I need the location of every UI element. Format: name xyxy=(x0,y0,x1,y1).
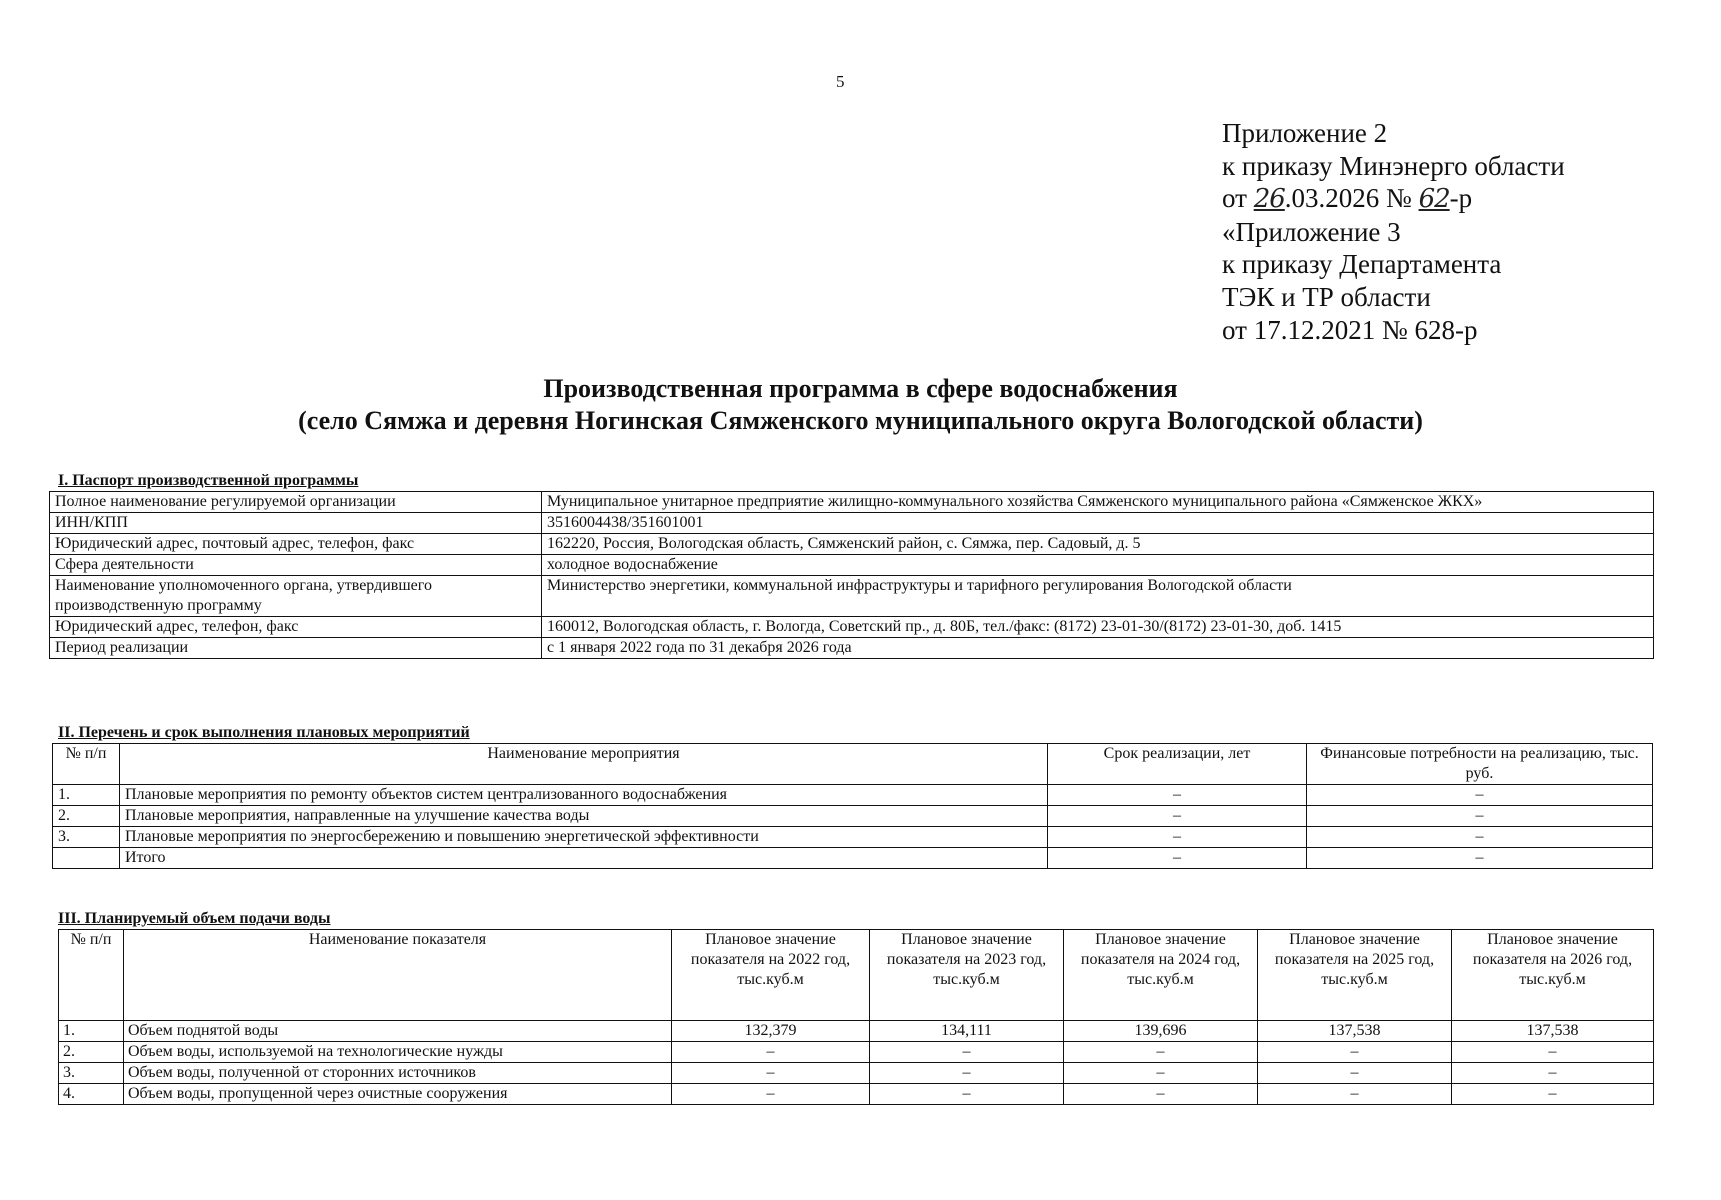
header-num: № п/п xyxy=(53,744,120,785)
appendix-date-prefix: от xyxy=(1222,183,1254,214)
row-name: Плановые мероприятия, направленные на улучшение качества воды xyxy=(120,806,1048,827)
appendix-line: ТЭК и ТР области xyxy=(1222,281,1431,312)
water-volume-table xyxy=(58,929,1654,1105)
appendix-line: Приложение 2 xyxy=(1222,118,1388,148)
header-2026: Плановое значение показателя на 2026 год, тыс.куб.м xyxy=(1452,930,1654,1021)
table-row xyxy=(50,617,1654,638)
table-row xyxy=(50,534,1654,555)
measures-table xyxy=(52,743,1653,869)
row-value-2024: – xyxy=(1064,1063,1258,1084)
passport-table xyxy=(49,491,1654,659)
passport-label: Сфера деятельности xyxy=(50,555,542,576)
row-finance: – xyxy=(1307,848,1653,869)
passport-value: Министерство энергетики, коммунальной инфраструктуры и тарифного регулирования Вологодской области xyxy=(542,576,1654,617)
header-name: Наименование мероприятия xyxy=(120,744,1048,785)
appendix-line: «Приложение 3 xyxy=(1222,216,1401,247)
page-number: 5 xyxy=(836,72,845,91)
row-term: – xyxy=(1048,785,1307,806)
row-num: 2. xyxy=(53,806,120,827)
passport-label: Юридический адрес, почтовый адрес, телефон, факс xyxy=(50,534,542,555)
row-num xyxy=(53,848,120,869)
row-value-2023: – xyxy=(870,1084,1064,1105)
appendix-block xyxy=(1222,117,1565,346)
row-value-2022: – xyxy=(672,1084,870,1105)
passport-value: Муниципальное унитарное предприятие жилищно-коммунального хозяйства Сямженского муниципального района «Сямженское ЖКХ» xyxy=(542,492,1654,513)
row-term: – xyxy=(1048,827,1307,848)
row-value-2024: – xyxy=(1064,1042,1258,1063)
title-line-2: (село Сямжа и деревня Ногинская Сямженского муниципального округа Вологодской области) xyxy=(298,406,1423,435)
row-value-2025: – xyxy=(1258,1084,1452,1105)
row-name: Объем воды, пропущенной через очистные сооружения xyxy=(124,1084,672,1105)
section-2-heading: II. Перечень и срок выполнения плановых мероприятий xyxy=(58,724,470,741)
appendix-line: к приказу Департамента xyxy=(1222,249,1502,280)
table-row-total xyxy=(53,848,1653,869)
row-value-2026: – xyxy=(1452,1042,1654,1063)
row-name: Итого xyxy=(120,848,1048,869)
table-row xyxy=(59,1042,1654,1063)
row-num: 3. xyxy=(53,827,120,848)
table-row xyxy=(53,785,1653,806)
row-value-2022: 132,379 xyxy=(672,1021,870,1042)
row-num: 3. xyxy=(59,1063,124,1084)
table-row xyxy=(50,492,1654,513)
appendix-date-middle: .03.2026 № xyxy=(1284,183,1419,214)
passport-value: 162220, Россия, Вологодская область, Сямженский район, с. Сямжа, пер. Садовый, д. 5 xyxy=(542,534,1654,555)
row-term: – xyxy=(1048,806,1307,827)
row-name: Плановые мероприятия по ремонту объектов систем централизованного водоснабжения xyxy=(120,785,1048,806)
row-value-2022: – xyxy=(672,1042,870,1063)
table-row xyxy=(50,576,1654,617)
row-name: Плановые мероприятия по энергосбережению и повышению энергетической эффективности xyxy=(120,827,1048,848)
appendix-line: от 17.12.2021 № 628-р xyxy=(1222,314,1478,345)
appendix-date-suffix: -р xyxy=(1449,183,1473,214)
table-row xyxy=(59,1063,1654,1084)
header-2024: Плановое значение показателя на 2024 год, тыс.куб.м xyxy=(1064,930,1258,1021)
passport-label: ИНН/КПП xyxy=(50,513,542,534)
passport-label: Юридический адрес, телефон, факс xyxy=(50,617,542,638)
appendix-line: к приказу Минэнерго области xyxy=(1222,150,1565,181)
row-value-2023: – xyxy=(870,1042,1064,1063)
header-term: Срок реализации, лет xyxy=(1048,744,1307,785)
row-value-2025: – xyxy=(1258,1042,1452,1063)
table-row xyxy=(53,827,1653,848)
handwritten-order-number: 62 xyxy=(1418,184,1450,215)
header-2023: Плановое значение показателя на 2023 год, тыс.куб.м xyxy=(870,930,1064,1021)
row-name: Объем воды, полученной от сторонних источников xyxy=(124,1063,672,1084)
header-2025: Плановое значение показателя на 2025 год, тыс.куб.м xyxy=(1258,930,1452,1021)
row-value-2026: – xyxy=(1452,1063,1654,1084)
passport-label: Период реализации xyxy=(50,638,542,659)
passport-value: 3516004438/351601001 xyxy=(542,513,1654,534)
row-finance: – xyxy=(1307,827,1653,848)
table-row xyxy=(59,1084,1654,1105)
section-3-heading: III. Планируемый объем подачи воды xyxy=(58,910,331,927)
row-value-2024: 139,696 xyxy=(1064,1021,1258,1042)
passport-value: холодное водоснабжение xyxy=(542,555,1654,576)
row-name: Объем поднятой воды xyxy=(124,1021,672,1042)
row-value-2022: – xyxy=(672,1063,870,1084)
table-row xyxy=(50,513,1654,534)
row-num: 2. xyxy=(59,1042,124,1063)
row-value-2026: – xyxy=(1452,1084,1654,1105)
header-num: № п/п xyxy=(59,930,124,1021)
header-name: Наименование показателя xyxy=(124,930,672,1021)
row-value-2025: 137,538 xyxy=(1258,1021,1452,1042)
row-finance: – xyxy=(1307,785,1653,806)
table-header-row xyxy=(53,744,1653,785)
section-1-heading: I. Паспорт производственной программы xyxy=(58,472,359,489)
table-row xyxy=(53,806,1653,827)
header-finance: Финансовые потребности на реализацию, тыс. руб. xyxy=(1307,744,1653,785)
passport-value: 160012, Вологодская область, г. Вологда, Советский пр., д. 80Б, тел./факс: (8172) 23-01-30/(8172) 23-01-30, доб. 1415 xyxy=(542,617,1654,638)
row-value-2023: 134,111 xyxy=(870,1021,1064,1042)
title-line-1: Производственная программа в сфере водоснабжения xyxy=(543,374,1178,403)
table-row xyxy=(50,638,1654,659)
row-term: – xyxy=(1048,848,1307,869)
table-row xyxy=(50,555,1654,576)
row-value-2024: – xyxy=(1064,1084,1258,1105)
document-title xyxy=(0,373,1721,437)
row-finance: – xyxy=(1307,806,1653,827)
row-value-2023: – xyxy=(870,1063,1064,1084)
passport-label: Наименование уполномоченного органа, утвердившего производственную программу xyxy=(50,576,542,617)
header-2022: Плановое значение показателя на 2022 год, тыс.куб.м xyxy=(672,930,870,1021)
row-num: 1. xyxy=(53,785,120,806)
handwritten-day: 26 xyxy=(1253,184,1285,215)
passport-value: с 1 января 2022 года по 31 декабря 2026 года xyxy=(542,638,1654,659)
appendix-date-line xyxy=(1222,182,1565,216)
row-num: 1. xyxy=(59,1021,124,1042)
row-num: 4. xyxy=(59,1084,124,1105)
row-value-2026: 137,538 xyxy=(1452,1021,1654,1042)
row-value-2025: – xyxy=(1258,1063,1452,1084)
row-name: Объем воды, используемой на технологические нужды xyxy=(124,1042,672,1063)
passport-label: Полное наименование регулируемой организации xyxy=(50,492,542,513)
table-header-row xyxy=(59,930,1654,1021)
table-row xyxy=(59,1021,1654,1042)
